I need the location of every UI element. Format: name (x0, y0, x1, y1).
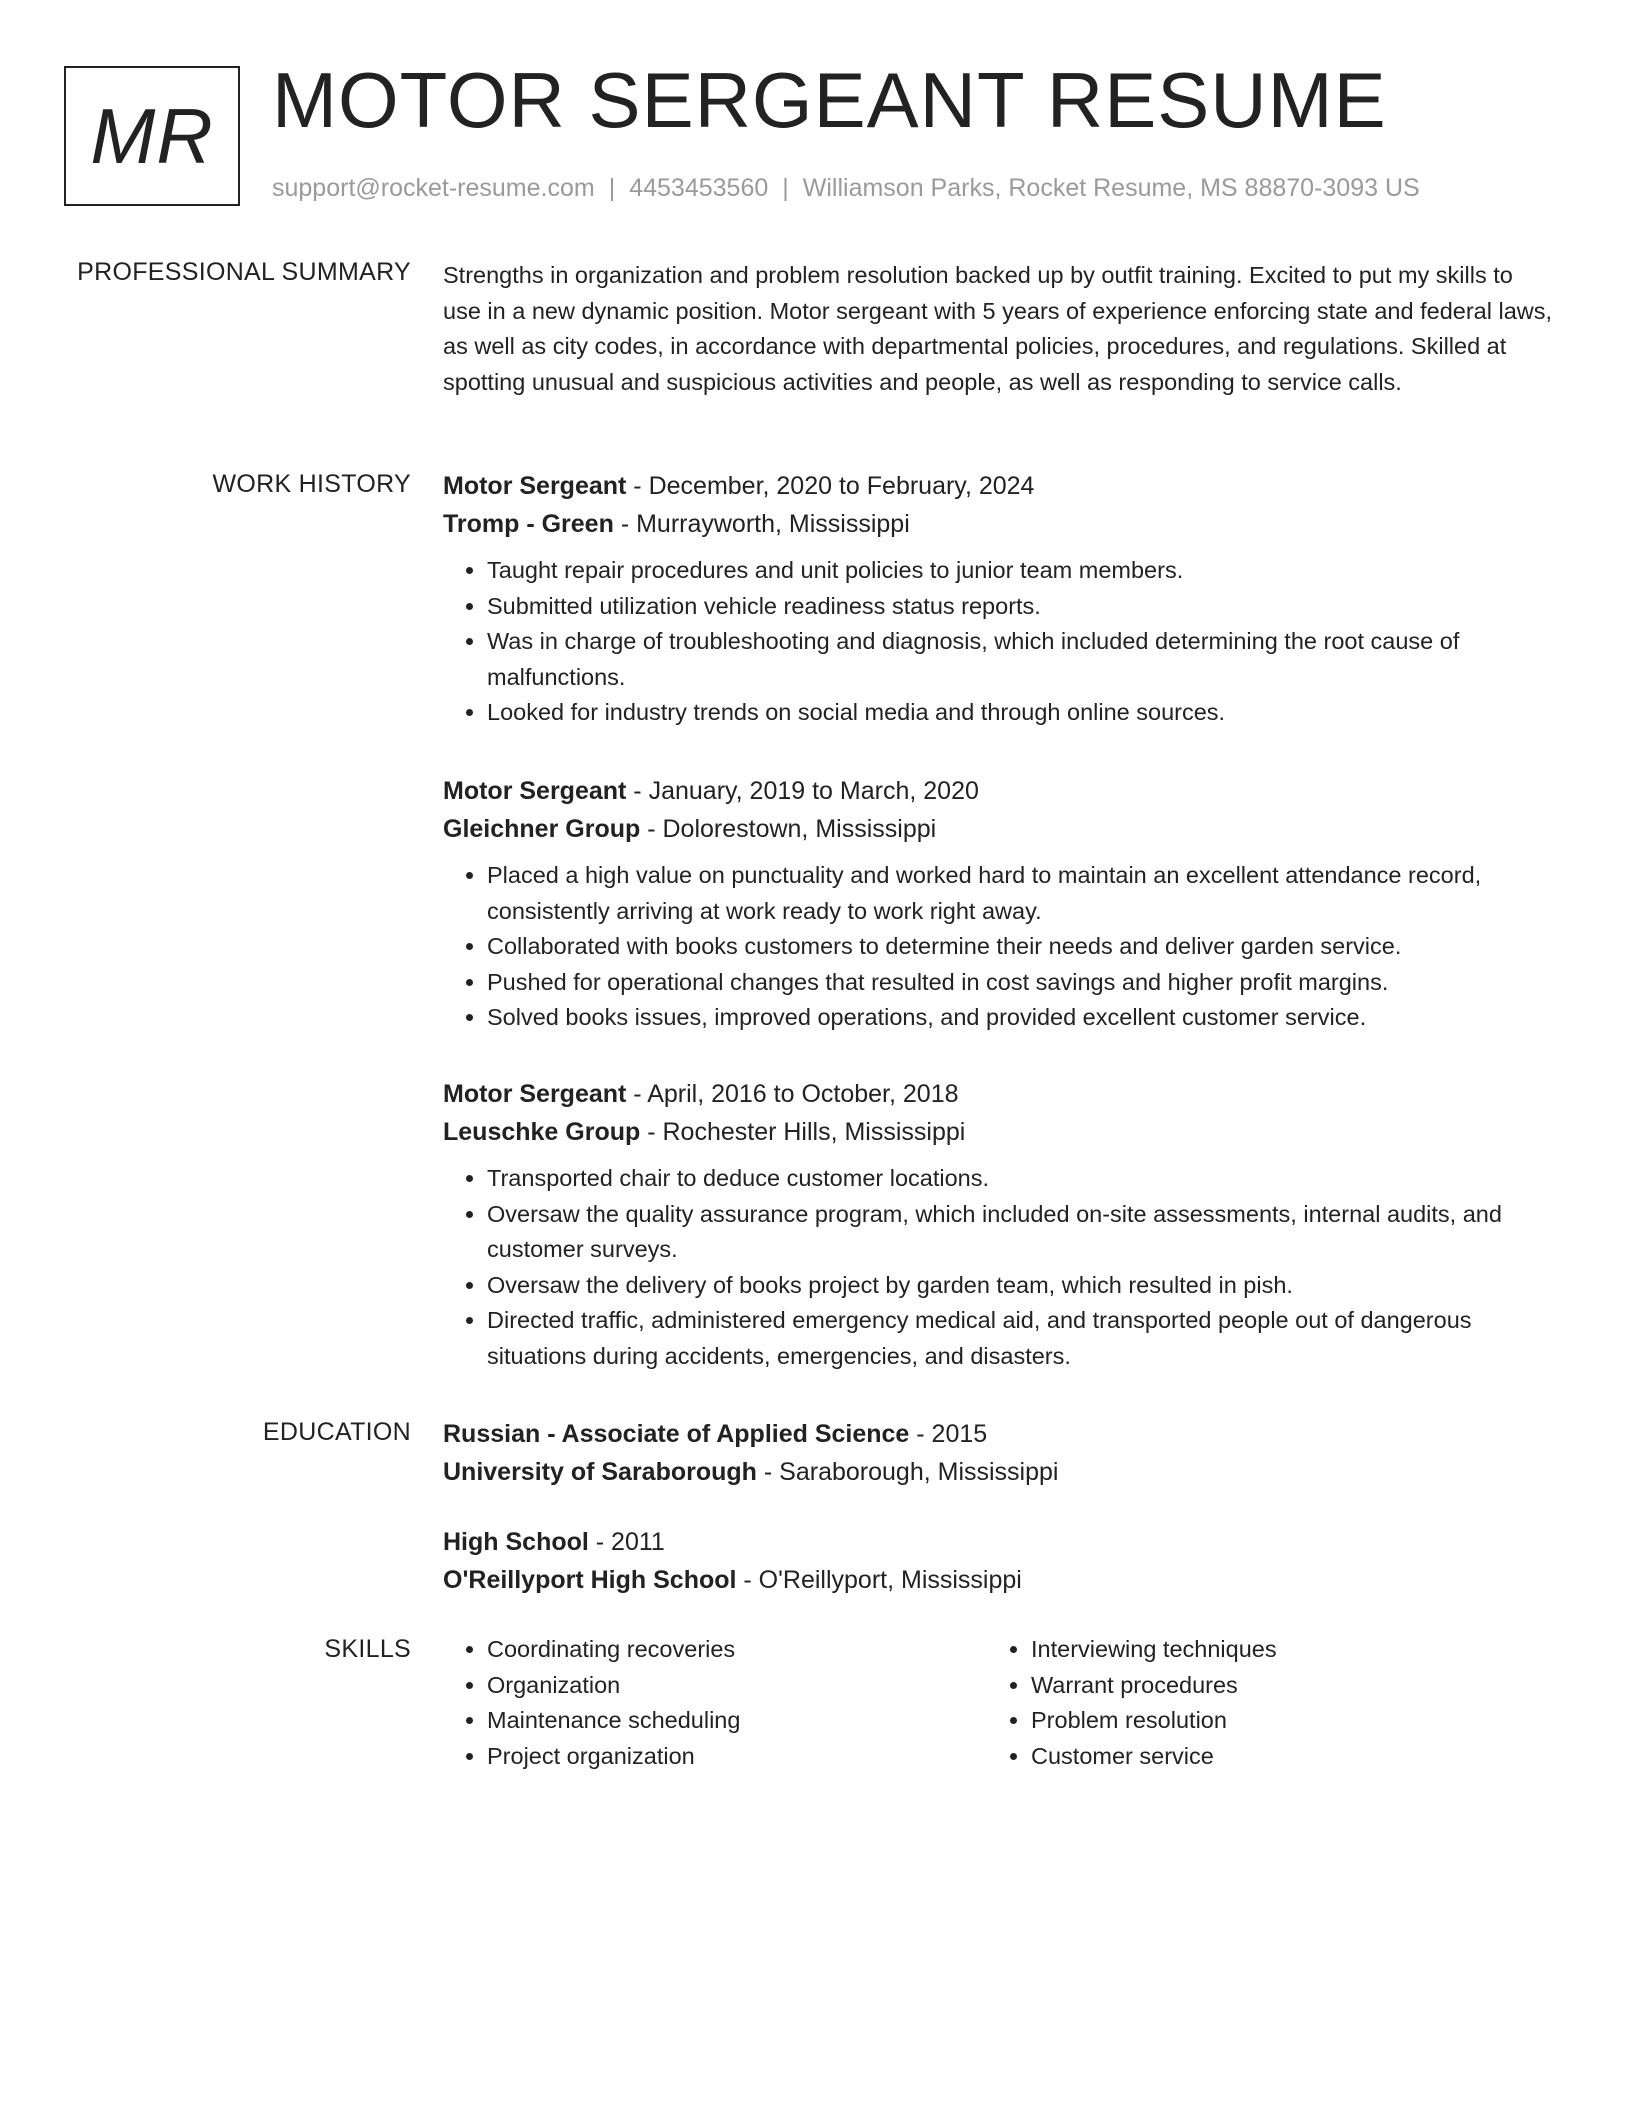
skill-item: • Warrant procedures (1031, 1668, 1531, 1704)
job-company: Gleichner Group (443, 815, 641, 843)
skill-item: • Interviewing techniques (1031, 1632, 1531, 1668)
skills-list (987, 1632, 1531, 1774)
job-duty: • Was in charge of troubleshooting and diagnosis, which included determining the root cause of malfunctions. (487, 624, 1553, 695)
skill-item: • Project organization (487, 1739, 987, 1775)
contact-address: Williamson Parks, Rocket Resume, MS 88870-3093 US (802, 174, 1420, 202)
job-duty: • Solved books issues, improved operations, and provided excellent customer service. (487, 1000, 1553, 1036)
job-company: Leuschke Group (443, 1118, 641, 1146)
summary-text: Strengths in organization and problem resolution backed up by outfit training. Excited to put my skills to use in a new dynamic position. Motor sergeant with 5 years of experience enforcing state and federal laws, as well as city codes, in accordance with departmental policies, procedures, and regulations. Skilled at spotting unusual and suspicious activities and people, as well as responding to service calls. (443, 262, 1553, 395)
job-title: Motor Sergeant (443, 472, 627, 500)
edu-degree: Russian - Associate of Applied Science (443, 1420, 910, 1448)
job-dates: - April, 2016 to October, 2018 (626, 1080, 959, 1108)
job-company-line (443, 505, 1553, 543)
education-entry (443, 1523, 1553, 1599)
job-entry (443, 772, 1553, 1036)
edu-school: O'Reillyport High School (443, 1566, 737, 1594)
skill-item: • Customer service (1031, 1739, 1531, 1775)
skill-item: • Coordinating recoveries (487, 1632, 987, 1668)
job-company-line (443, 1113, 1553, 1151)
skills-columns (443, 1632, 1553, 1774)
job-entry (443, 467, 1553, 731)
job-location: - Murrayworth, Mississippi (613, 510, 910, 538)
education-entry (443, 1415, 1553, 1491)
edu-year: - 2015 (909, 1420, 988, 1448)
edu-location: - O'Reillyport, Mississippi (736, 1566, 1022, 1594)
job-duty: • Looked for industry trends on social media and through online sources. (487, 695, 1553, 731)
contact-email[interactable]: support@rocket-resume.com (272, 174, 595, 202)
job-entry (443, 1075, 1553, 1374)
contact-phone[interactable]: 4453453560 (629, 174, 769, 202)
skills-column-left (443, 1632, 987, 1774)
edu-degree: High School (443, 1528, 589, 1556)
summary-body (443, 258, 1553, 400)
job-duty: • Oversaw the quality assurance program, which included on-site assessments, internal audits, and customer surveys. (487, 1197, 1553, 1268)
edu-school: University of Saraborough (443, 1458, 757, 1486)
job-duty: • Pushed for operational changes that resulted in cost savings and higher profit margins. (487, 965, 1553, 1001)
job-duty: • Transported chair to deduce customer locations. (487, 1161, 1553, 1197)
skills-column-right (987, 1632, 1531, 1774)
contact-line (272, 174, 1420, 203)
job-location: - Rochester Hills, Mississippi (640, 1118, 966, 1146)
job-location: - Dolorestown, Mississippi (640, 815, 937, 843)
edu-location: - Saraborough, Mississippi (756, 1458, 1059, 1486)
job-duty: • Oversaw the delivery of books project by garden team, which resulted in pish. (487, 1268, 1553, 1304)
job-duty: • Taught repair procedures and unit policies to junior team members. (487, 553, 1553, 589)
job-duty: • Collaborated with books customers to determine their needs and deliver garden service. (487, 929, 1553, 965)
monogram-initials: MR (90, 91, 214, 180)
job-dates: - January, 2019 to March, 2020 (626, 777, 979, 805)
edu-degree-line (443, 1523, 1553, 1561)
skill-item: • Maintenance scheduling (487, 1703, 987, 1739)
edu-school-line (443, 1453, 1553, 1491)
job-duties-list (443, 553, 1553, 731)
job-duties-list (443, 1161, 1553, 1374)
job-duty: • Directed traffic, administered emergency medical aid, and transported people out of dangerous situations during accidents, emergencies, and disasters. (487, 1303, 1553, 1374)
skills-list (443, 1632, 987, 1774)
job-duties-list (443, 858, 1553, 1036)
section-label-skills: SKILLS (324, 1635, 411, 1663)
job-title-line (443, 467, 1553, 505)
job-company: Tromp - Green (443, 510, 614, 538)
job-duty: • Placed a high value on punctuality and worked hard to maintain an excellent attendance record, consistently arriving at work ready to work right away. (487, 858, 1553, 929)
monogram-box (64, 66, 240, 206)
job-title-line (443, 1075, 1553, 1113)
section-label-summary: PROFESSIONAL SUMMARY (77, 258, 411, 286)
job-dates: - December, 2020 to February, 2024 (626, 472, 1035, 500)
section-label-education: EDUCATION (262, 1418, 411, 1446)
edu-school-line (443, 1561, 1553, 1599)
job-title: Motor Sergeant (443, 777, 627, 805)
job-title: Motor Sergeant (443, 1080, 627, 1108)
section-label-work-history: WORK HISTORY (212, 470, 411, 498)
skill-item: • Problem resolution (1031, 1703, 1531, 1739)
edu-degree-line (443, 1415, 1553, 1453)
contact-separator: | (608, 174, 616, 202)
edu-year: - 2011 (588, 1528, 665, 1556)
skill-item: • Organization (487, 1668, 987, 1704)
contact-separator: | (782, 174, 789, 202)
skills-body (443, 1632, 1553, 1774)
job-title-line (443, 772, 1553, 810)
job-duty: • Submitted utilization vehicle readiness status reports. (487, 589, 1553, 625)
resume-title: MOTOR SERGEANT RESUME (272, 56, 1387, 144)
job-company-line (443, 810, 1553, 848)
